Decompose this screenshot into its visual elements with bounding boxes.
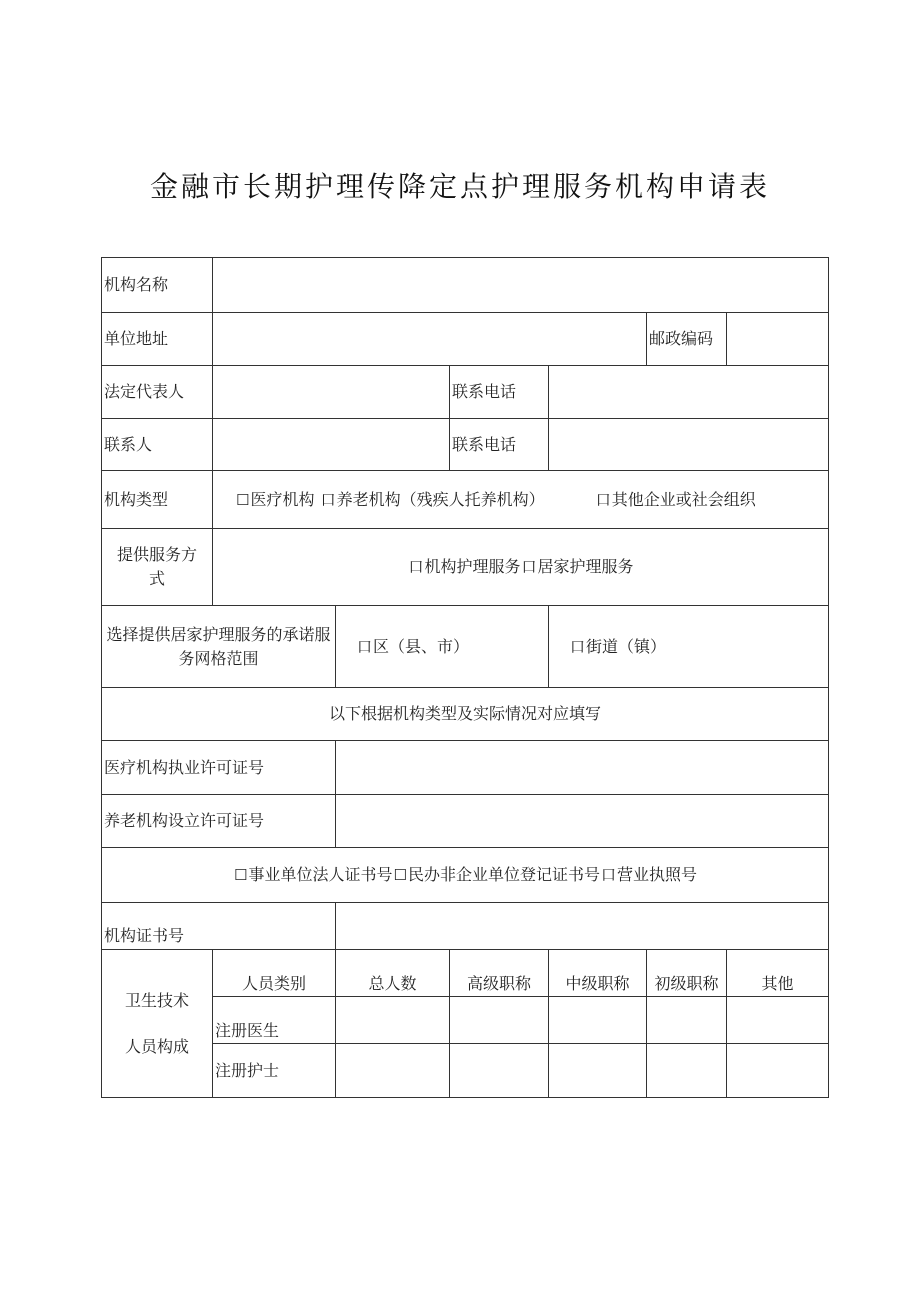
elderly-license-field[interactable] [336,795,829,848]
staff-cell[interactable] [549,1044,647,1098]
service-mode-options [213,529,829,606]
checkbox-icon[interactable]: 口 [600,866,616,884]
phone-field-1[interactable] [549,366,829,419]
staff-header-total: 总人数 [336,950,450,997]
cert-type-options [102,848,829,903]
org-name-field[interactable] [213,258,829,313]
staff-cell[interactable] [549,997,647,1044]
medical-license-field[interactable] [336,741,829,795]
staff-label-line2: 人员构成 [124,1036,189,1056]
staff-cell[interactable] [727,997,829,1044]
staff-label-line1: 卫生技术 [124,990,189,1010]
legal-rep-label: 法定代表人 [102,366,213,419]
staff-cell[interactable] [647,1044,727,1098]
phone-field-2[interactable] [549,419,829,471]
type-option-medical: 医疗机构 [250,489,315,509]
staff-cell[interactable] [450,997,549,1044]
cert-option-business-license: 营业执照号 [617,865,698,884]
fill-note: 以下根据机构类型及实际情况对应填写 [102,688,829,741]
scope-district-label: 区（县、市） [373,636,470,656]
staff-cell[interactable] [647,997,727,1044]
staff-cell[interactable] [450,1044,549,1098]
scope-street-label: 街道（镇） [586,636,667,656]
scope-street [549,606,829,688]
staff-cell[interactable] [336,997,450,1044]
address-label: 单位地址 [102,313,213,366]
scope-district [336,606,549,688]
checkbox-icon[interactable]: 口 [521,558,537,576]
checkbox-icon[interactable]: 口 [570,637,586,656]
staff-row-doctor-label: 注册医生 [213,997,336,1044]
checkbox-icon[interactable]: 口 [595,490,611,509]
cert-number-field[interactable] [336,903,829,950]
address-field[interactable] [213,313,647,366]
service-option-home: 居家护理服务 [537,557,634,576]
postcode-field[interactable] [727,313,829,366]
staff-header-senior: 高级职称 [450,950,549,997]
staff-cell[interactable] [727,1044,829,1098]
checkbox-icon[interactable]: 口 [320,490,336,509]
type-option-elderly: 养老机构（残疾人托养机构） [336,489,545,509]
cert-option-public-institution: 事业单位法人证书号 [248,865,393,884]
staff-header-category: 人员类别 [213,950,336,997]
elderly-license-label: 养老机构设立许可证号 [102,795,336,848]
checkbox-icon[interactable]: ☐ [234,866,248,884]
phone-label-2: 联系电话 [450,419,549,471]
page-title: 金融市长期护理传降定点护理服务机构申请表 [149,170,770,203]
org-type-options [213,471,829,529]
service-mode-label: 提供服务方式 [102,529,213,606]
staff-header-junior: 初级职称 [647,950,727,997]
staff-row-nurse-label: 注册护士 [213,1044,336,1098]
scope-label: 选择提供居家护理服务的承诺服务网格范围 [102,606,336,688]
staff-header-other: 其他 [727,950,829,997]
cert-option-private-nonenterprise: 民办非企业单位登记证书号 [407,865,600,884]
type-option-other: 其他企业或社会组织 [611,489,756,509]
contact-label: 联系人 [102,419,213,471]
checkbox-icon[interactable]: 口 [357,637,373,656]
staff-composition-label [102,950,213,1098]
staff-header-intermediate: 中级职称 [549,950,647,997]
phone-label-1: 联系电话 [450,366,549,419]
application-form-table [101,257,829,1098]
checkbox-icon[interactable]: 口 [408,558,424,576]
org-type-label: 机构类型 [102,471,213,529]
legal-rep-field[interactable] [213,366,450,419]
cert-number-label: 机构证书号 [102,903,336,950]
staff-cell[interactable] [336,1044,450,1098]
service-option-institution: 机构护理服务 [424,557,521,576]
postcode-label: 邮政编码 [647,313,727,366]
medical-license-label: 医疗机构执业许可证号 [102,741,336,795]
checkbox-icon[interactable]: ☐ [236,490,250,509]
checkbox-icon[interactable]: ☐ [393,866,407,884]
org-name-label: 机构名称 [102,258,213,313]
contact-field[interactable] [213,419,450,471]
